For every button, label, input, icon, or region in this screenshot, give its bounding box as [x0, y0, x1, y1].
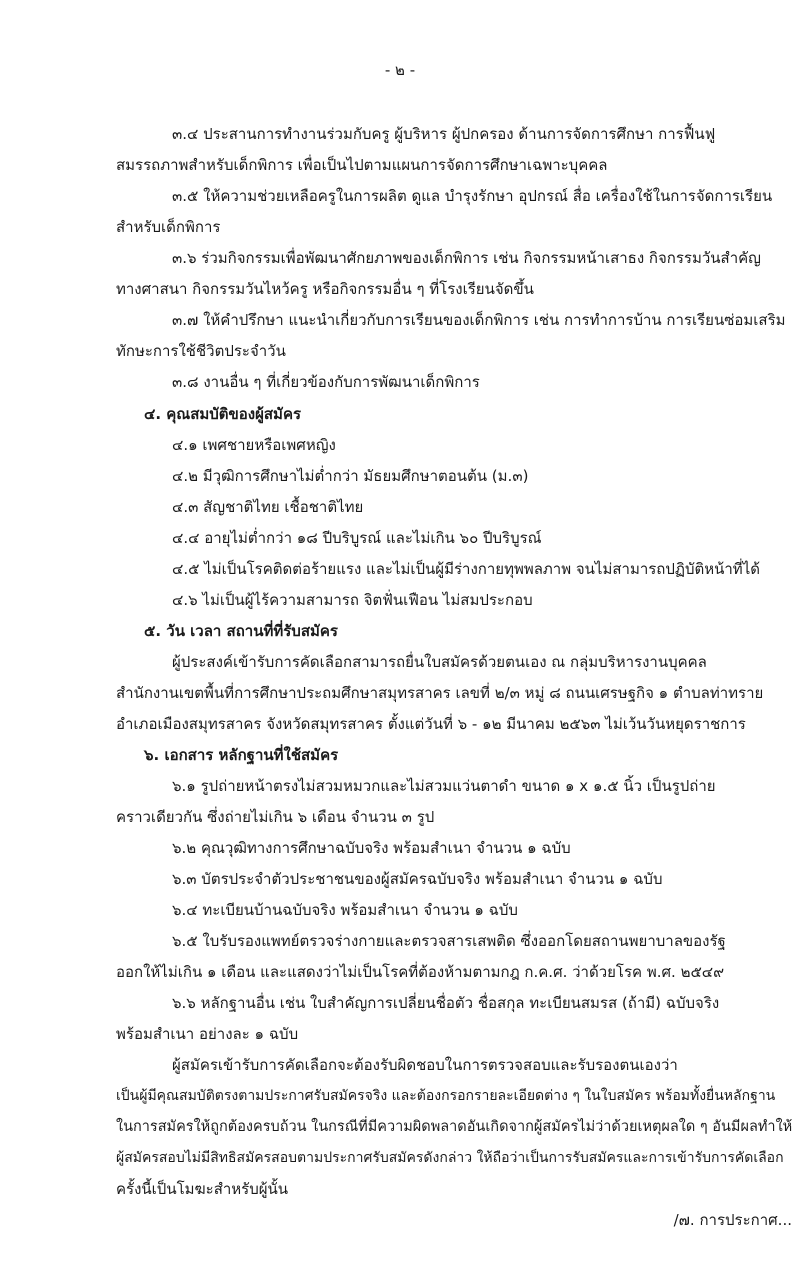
item-3-4-cont: สมรรถภาพสำหรับเด็กพิการ เพื่อเป็นไปตามแผนการจัดการศึกษาเฉพาะบุคคล — [116, 156, 608, 174]
item-3-5-cont: สำหรับเด็กพิการ — [116, 218, 221, 236]
section-5-para-3: อำเภอเมืองสมุทรสาคร จังหวัดสมุทรสาคร ตั้งแต่วันที่ ๖ - ๑๒ มีนาคม ๒๕๖๓ ไม่เว้นวันหยุดราชการ — [116, 715, 746, 733]
item-4-1: ๔.๑ เพศชายหรือเพศหญิง — [172, 436, 336, 454]
section-5-para-2: สำนักงานเขตพื้นที่การศึกษาประถมศึกษาสมุทรสาคร เลขที่ ๒/๓ หมู่ ๘ ถนนเศรษฐกิจ ๑ ตำบลท่าทราย — [116, 684, 764, 702]
item-3-8: ๓.๘ งานอื่น ๆ ที่เกี่ยวข้องกับการพัฒนาเด็กพิการ — [172, 373, 480, 391]
closing-para-4: ผู้สมัครสอบไม่มีสิทธิสมัครสอบตามประกาศรับสมัครดังกล่าว ให้ถือว่าเป็นการรับสมัครและการเข้ารับการคัดเลือก — [116, 1150, 784, 1166]
section-5-heading: ๕. วัน เวลา สถานที่ที่รับสมัคร — [144, 622, 338, 640]
closing-para-2: เป็นผู้มีคุณสมบัติตรงตามประกาศรับสมัครจริง และต้องกรอกรายละเอียดต่าง ๆ ในใบสมัคร พร้อมทั้งยื่นหลักฐาน — [116, 1088, 776, 1104]
item-3-4: ๓.๔ ประสานการทำงานร่วมกับครู ผู้บริหาร ผู้ปกครอง ด้านการจัดการศึกษา การฟื้นฟู — [172, 125, 716, 143]
item-6-1-cont: คราวเดียวกัน ซึ่งถ่ายไม่เกิน ๖ เดือน จำนวน ๓ รูป — [116, 808, 435, 826]
item-4-3: ๔.๓ สัญชาติไทย เชื้อชาติไทย — [172, 498, 364, 516]
item-6-3: ๖.๓ บัตรประจำตัวประชาชนของผู้สมัครฉบับจริง พร้อมสำเนา จำนวน ๑ ฉบับ — [172, 870, 663, 888]
item-3-6-cont: ทางศาสนา กิจกรรมวันไหว้ครู หรือกิจกรรมอื่น ๆ ที่โรงเรียนจัดขึ้น — [116, 280, 534, 298]
item-6-5: ๖.๕ ใบรับรองแพทย์ตรวจร่างกายและตรวจสารเสพติด ซึ่งออกโดยสถานพยาบาลของรัฐ — [172, 932, 726, 950]
item-4-2: ๔.๒ มีวุฒิการศึกษาไม่ต่ำกว่า มัธยมศึกษาตอนต้น (ม.๓) — [172, 467, 529, 485]
section-6-heading: ๖. เอกสาร หลักฐานที่ใช้สมัคร — [144, 746, 339, 764]
item-6-1: ๖.๑ รูปถ่ายหน้าตรงไม่สวมหมวกและไม่สวมแว่นตาดำ ขนาด ๑ x ๑.๕ นิ้ว เป็นรูปถ่าย — [172, 777, 716, 795]
item-3-5: ๓.๕ ให้ความช่วยเหลือครูในการผลิต ดูแล บำรุงรักษา อุปกรณ์ สื่อ เครื่องใช้ในการจัดการเรียน — [172, 187, 773, 205]
section-5-para-1: ผู้ประสงค์เข้ารับการคัดเลือกสามารถยื่นใบสมัครด้วยตนเอง ณ กลุ่มบริหารงานบุคคล — [172, 653, 707, 671]
section-4-heading: ๔. คุณสมบัติของผู้สมัคร — [144, 405, 302, 423]
item-6-5-cont: ออกให้ไม่เกิน ๑ เดือน และแสดงว่าไม่เป็นโรคที่ต้องห้ามตามกฎ ก.ค.ศ. ว่าด้วยโรค พ.ศ. ๒๕๔๙ — [116, 963, 725, 981]
item-6-6-cont: พร้อมสำเนา อย่างละ ๑ ฉบับ — [116, 1025, 299, 1043]
item-3-6: ๓.๖ ร่วมกิจกรรมเพื่อพัฒนาศักยภาพของเด็กพิการ เช่น กิจกรรมหน้าเสาธง กิจกรรมวันสำคัญ — [172, 249, 761, 267]
closing-para-5: ครั้งนี้เป็นโมฆะสำหรับผู้นั้น — [116, 1180, 289, 1198]
continuation-note: /๗. การประกาศ... — [673, 1211, 792, 1229]
closing-para-3: ในการสมัครให้ถูกต้องครบถ้วน ในกรณีที่มีความผิดพลาดอันเกิดจากผู้สมัครไม่ว่าด้วยเหตุผลใด ๆ อันมีผลทำให้ — [116, 1119, 793, 1135]
item-6-2: ๖.๒ คุณวุฒิทางการศึกษาฉบับจริง พร้อมสำเนา จำนวน ๑ ฉบับ — [172, 839, 571, 857]
page-number: - ๒ - — [384, 61, 416, 79]
item-4-4: ๔.๔ อายุไม่ต่ำกว่า ๑๘ ปีบริบูรณ์ และไม่เกิน ๖๐ ปีบริบูรณ์ — [172, 529, 542, 547]
item-3-7-cont: ทักษะการใช้ชีวิตประจำวัน — [116, 342, 286, 360]
closing-para-1: ผู้สมัครเข้ารับการคัดเลือกจะต้องรับผิดชอบในการตรวจสอบและรับรองตนเองว่า — [172, 1056, 678, 1074]
item-6-6: ๖.๖ หลักฐานอื่น เช่น ใบสำคัญการเปลี่ยนชื่อตัว ชื่อสกุล ทะเบียนสมรส (ถ้ามี) ฉบับจริง — [172, 994, 720, 1012]
item-6-4: ๖.๔ ทะเบียนบ้านฉบับจริง พร้อมสำเนา จำนวน ๑ ฉบับ — [172, 901, 518, 919]
item-4-5: ๔.๕ ไม่เป็นโรคติดต่อร้ายแรง และไม่เป็นผู้มีร่างกายทุพพลภาพ จนไม่สามารถปฏิบัติหน้าที่ได้ — [172, 560, 760, 578]
item-4-6: ๔.๖ ไม่เป็นผู้ไร้ความสามารถ จิตฟั่นเฟือน ไม่สมประกอบ — [172, 591, 533, 609]
item-3-7: ๓.๗ ให้คำปรึกษา แนะนำเกี่ยวกับการเรียนของเด็กพิการ เช่น การทำการบ้าน การเรียนซ่อมเสริม — [172, 311, 786, 329]
